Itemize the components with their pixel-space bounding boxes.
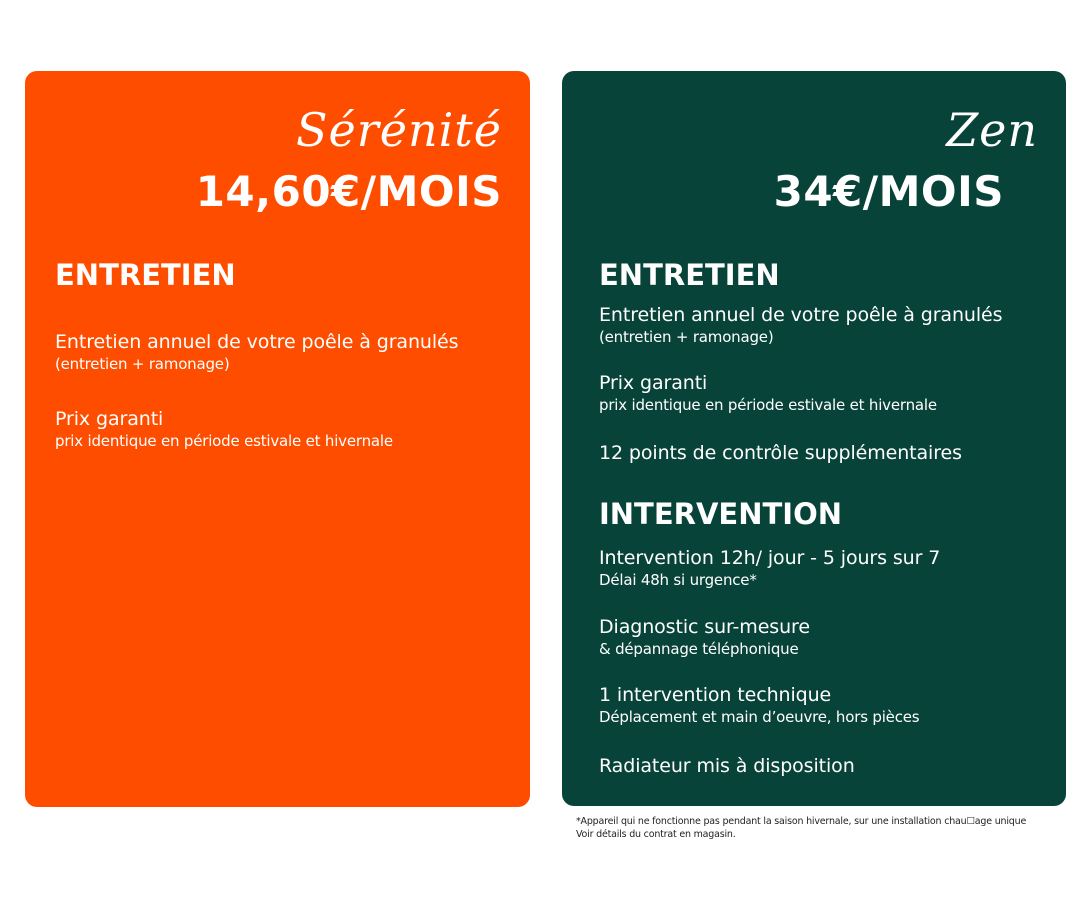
feature-item [599,683,1059,727]
footnote-line: Voir détails du contrat en magasin. [576,829,736,840]
footnote-line: *Appareil qui ne fonctionne pas pendant la saison hivernale, sur une installation chau☐age unique [576,816,1027,827]
feature-subtitle: (entretien + ramonage) [55,355,230,373]
plan-price: 34€/MOIS [773,167,1004,216]
feature-item [55,330,515,374]
feature-title: Prix garanti [55,408,164,430]
plan-card-serenite [25,71,530,807]
feature-subtitle: prix identique en période estivale et hivernale [55,432,393,450]
feature-subtitle: & dépannage téléphonique [599,640,799,658]
feature-title: Intervention 12h/ jour - 5 jours sur 7 [599,547,941,569]
feature-title: Prix garanti [599,372,708,394]
feature-item [599,546,1059,590]
feature-title: 12 points de contrôle supplémentaires [599,442,962,464]
feature-subtitle: Délai 48h si urgence* [599,571,757,589]
section-title-entretien: ENTRETIEN [599,258,780,292]
feature-subtitle: (entretien + ramonage) [599,328,774,346]
feature-item [599,303,1059,347]
feature-item [599,615,1059,659]
section-title-entretien: ENTRETIEN [55,258,236,292]
feature-title: Entretien annuel de votre poêle à granulés [599,304,1003,326]
plan-name: Sérénité [296,103,502,157]
feature-title: 1 intervention technique [599,684,832,706]
feature-title: Diagnostic sur-mesure [599,616,810,638]
feature-item [599,371,1059,415]
plan-card-zen [562,71,1066,806]
feature-item [599,441,1059,465]
feature-title: Entretien annuel de votre poêle à granulés [55,331,459,353]
feature-subtitle: Déplacement et main d’oeuvre, hors pièces [599,708,920,726]
feature-subtitle: prix identique en période estivale et hivernale [599,396,937,414]
plan-price: 14,60€/MOIS [195,167,502,216]
feature-item [599,754,1059,778]
feature-title: Radiateur mis à disposition [599,755,855,777]
plan-name: Zen [946,103,1038,157]
section-title-intervention: INTERVENTION [599,497,843,531]
footnote [576,815,1076,841]
feature-item [55,407,515,451]
